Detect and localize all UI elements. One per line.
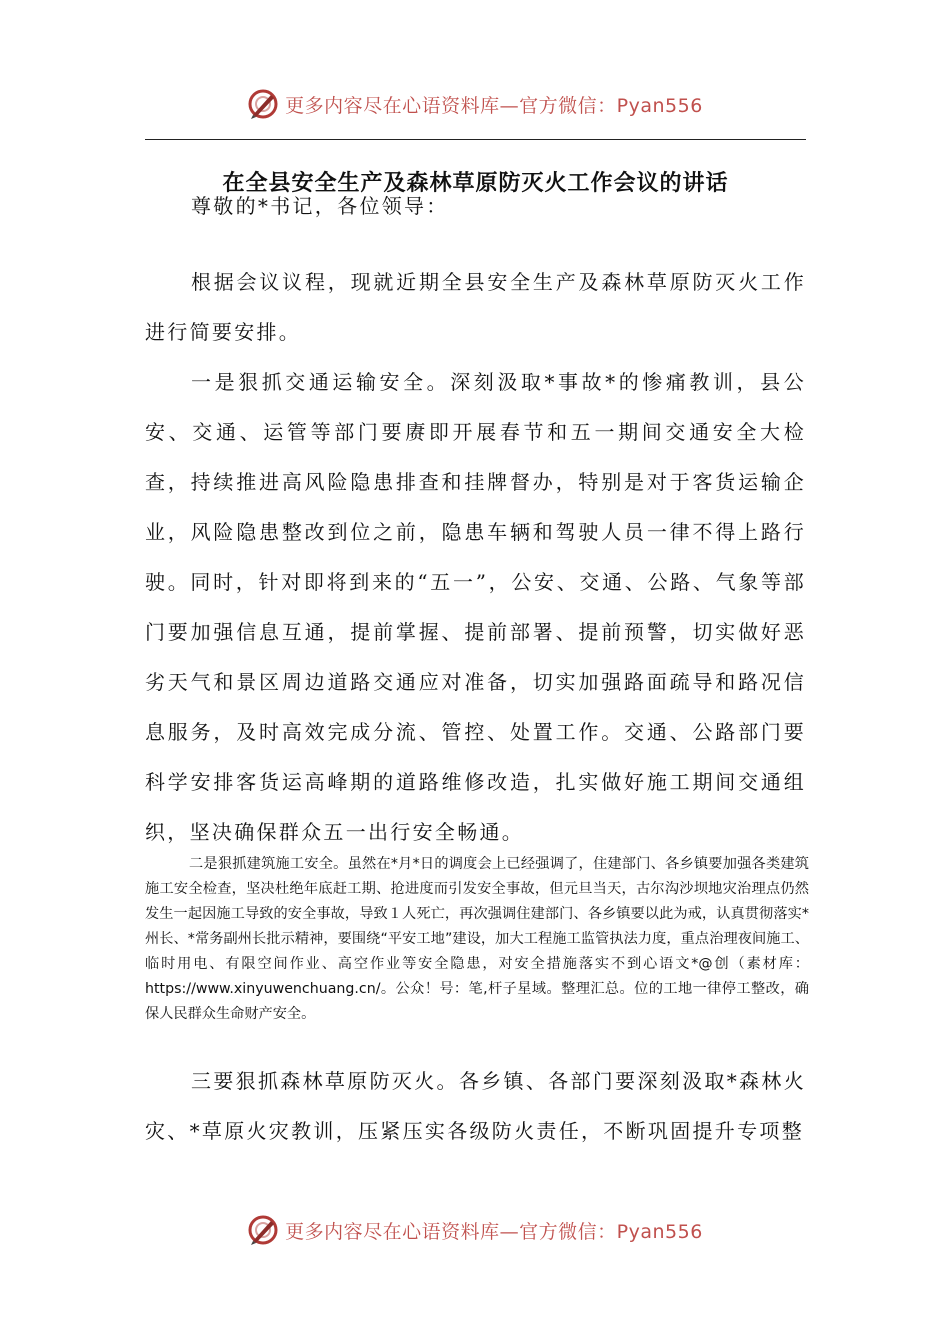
salutation: 尊敬的*书记，各位领导： xyxy=(191,194,449,218)
paragraph-fire-prevention: 三要狠抓森林草原防灭火。各乡镇、各部门要深刻汲取*森林火灾、*草原火灾教训，压紧压实各级防火责任，不断巩固提升专项整 xyxy=(145,1069,806,1143)
paragraph-traffic-safety: 一是狠抓交通运输安全。深刻汲取*事故*的惨痛教训，县公安、交通、运管等部门要赓即开展春节和五一期间交通安全大检查，持续推进高风险隐患排查和挂牌督办，特别是对于客货运输企业，风险隐患整改到位之前，隐患车辆和驾驶人员一律不得上路行驶。同时，针对即将到来的“五一”，公安、交通、公路、气象等部门要加强信息互通，提前掌握、提前部署、提前预警，切实做好恶劣天气和景区周边道路交通应对准备，切实加强路面疏导和路况信息服务，及时高效完成分流、管控、处置工作。交通、公路部门要科学安排客货运高峰期的道路维修改造，扎实做好施工期间交通组织，坚决确保群众五一出行安全畅通。 xyxy=(145,370,806,844)
paragraph-construction-safety: 二是狠抓建筑施工安全。虽然在*月*日的调度会上已经强调了，住建部门、各乡镇要加强各类建筑施工安全检查，坚决杜绝年底赶工期、抢进度而引发安全事故，但元旦当天，古尔沟沙坝地灾治理点仍然发生一起因施工导致的安全事故，导致１人死亡，再次强调住建部门、各乡镇要以此为戒，认真贯彻落实*州长、*常务副州长批示精神，要围绕“平安工地”建设，加大工程施工监管执法力度，重点治理夜间施工、临时用电、有限空间作业、高空作业等安全隐患，对安全措施落实不到心语文*@创（素材库：https://www.xinyuwenchuang.cn/。公众！号：笔,杆子星域。整理汇总。位的工地一律停工整改，确保人民群众生命财产安全。 xyxy=(145,856,809,1022)
document-title: 在全县安全生产及森林草原防灭火工作会议的讲话 xyxy=(222,171,729,196)
header-divider xyxy=(145,139,806,140)
pen-logo-icon xyxy=(247,88,279,120)
intro-paragraph: 根据会议议程，现就近期全县安全生产及森林草原防灭火工作进行简要安排。 xyxy=(145,270,806,344)
header-banner xyxy=(0,84,950,124)
footer-banner xyxy=(0,1210,950,1250)
banner-text: 更多内容尽在心语资料库—官方微信：Pyan556 xyxy=(285,94,703,117)
pen-logo-icon xyxy=(247,1214,279,1246)
banner-text: 更多内容尽在心语资料库—官方微信：Pyan556 xyxy=(285,1220,703,1243)
